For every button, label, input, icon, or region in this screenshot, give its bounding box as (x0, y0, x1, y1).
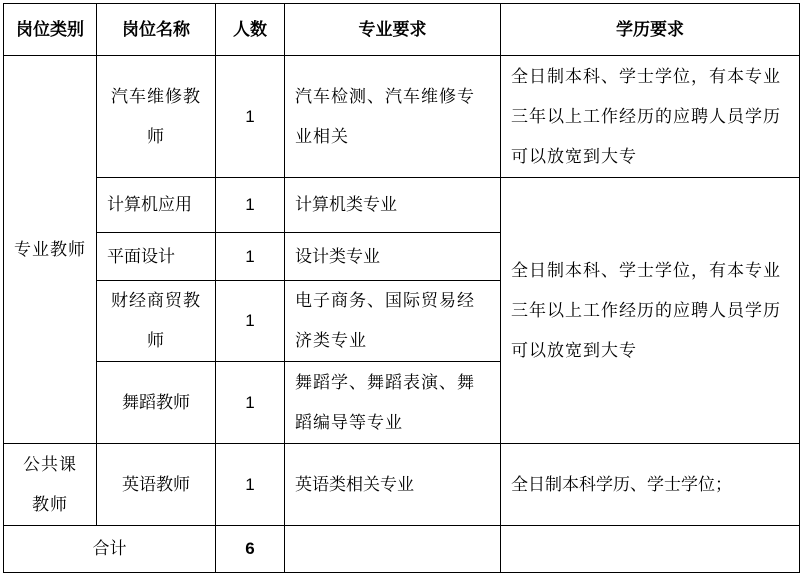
total-count: 6 (216, 526, 285, 573)
education-cell: 全日制本科学历、学士学位； (501, 444, 800, 526)
education-cell: 全日制本科、学士学位，有本专业三年以上工作经历的应聘人员学历可以放宽到大专 (501, 56, 800, 178)
empty-cell (285, 526, 501, 573)
major-cell: 舞蹈学、舞蹈表演、舞蹈编导等专业 (285, 362, 501, 444)
header-education: 学历要求 (501, 4, 800, 56)
total-row (4, 526, 800, 573)
total-label: 合计 (4, 526, 216, 573)
count-cell: 1 (216, 444, 285, 526)
category-cell: 专业教师 (4, 56, 97, 444)
header-category: 岗位类别 (4, 4, 97, 56)
major-cell: 设计类专业 (285, 233, 501, 281)
major-cell: 电子商务、国际贸易经济类专业 (285, 281, 501, 362)
count-cell: 1 (216, 56, 285, 178)
position-cell: 计算机应用 (97, 178, 216, 233)
empty-cell (501, 526, 800, 573)
position-cell: 汽车维修教师 (97, 56, 216, 178)
table-row (4, 56, 800, 178)
education-cell-shared: 全日制本科、学士学位，有本专业三年以上工作经历的应聘人员学历可以放宽到大专 (501, 178, 800, 444)
header-row (4, 4, 800, 56)
recruitment-table (3, 3, 800, 573)
position-cell: 舞蹈教师 (97, 362, 216, 444)
position-cell: 财经商贸教师 (97, 281, 216, 362)
table-row (4, 178, 800, 233)
count-cell: 1 (216, 233, 285, 281)
table-row (4, 444, 800, 526)
category-cell: 公共课教师 (4, 444, 97, 526)
count-cell: 1 (216, 281, 285, 362)
position-cell: 英语教师 (97, 444, 216, 526)
major-cell: 英语类相关专业 (285, 444, 501, 526)
header-count: 人数 (216, 4, 285, 56)
header-position: 岗位名称 (97, 4, 216, 56)
major-cell: 计算机类专业 (285, 178, 501, 233)
header-major: 专业要求 (285, 4, 501, 56)
position-cell: 平面设计 (97, 233, 216, 281)
major-cell: 汽车检测、汽车维修专业相关 (285, 56, 501, 178)
count-cell: 1 (216, 362, 285, 444)
count-cell: 1 (216, 178, 285, 233)
